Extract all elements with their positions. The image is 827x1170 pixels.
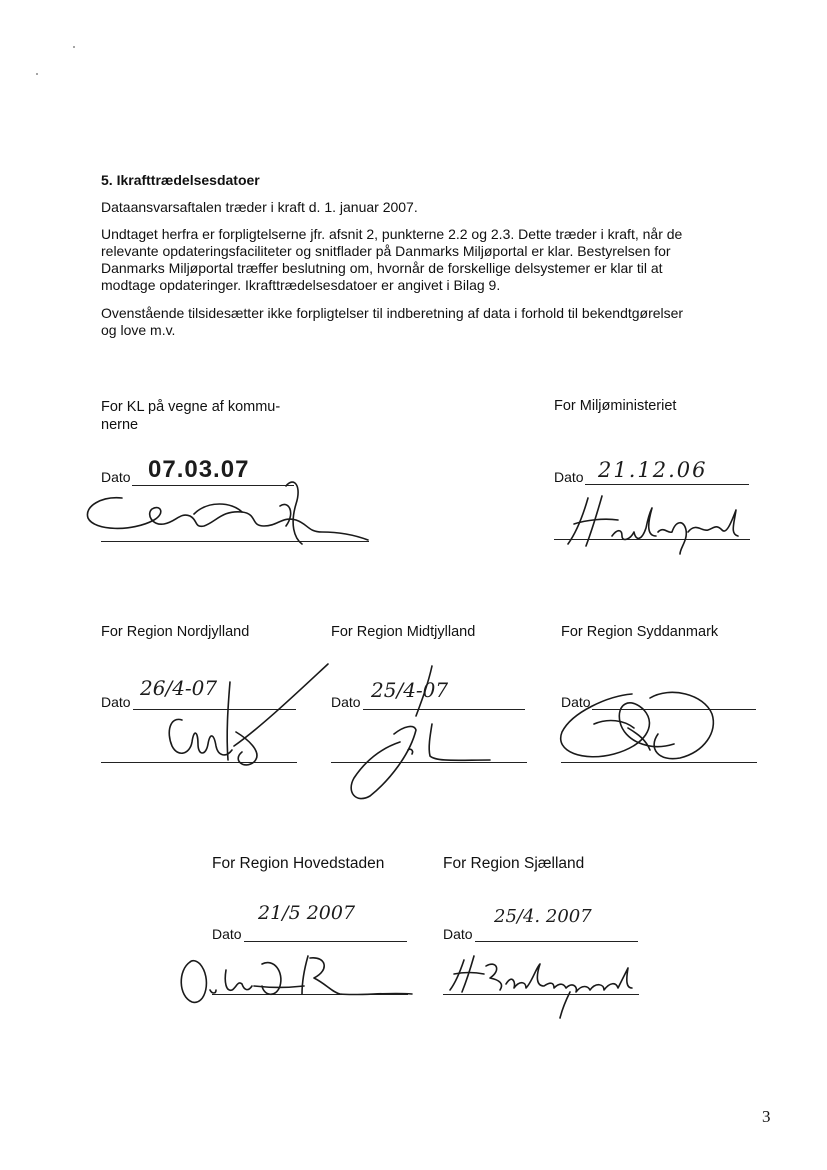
sjaelland-label: For Region Sjælland [443, 855, 585, 872]
kl-signature [82, 476, 372, 548]
midtjylland-signature [340, 664, 530, 804]
midtjylland-date-handwritten: 25/4-07 [371, 678, 449, 702]
paragraph-3-line: Ovenstående tilsidesætter ikke forpligtelser til indberetning af data i forhold til bekendtgørelser [101, 305, 684, 321]
scan-speck [36, 73, 38, 75]
hovedstaden-date-handwritten: 21/5 2007 [258, 902, 356, 924]
midtjylland-label: For Region Midtjylland [331, 624, 476, 640]
paragraph-2-line: Danmarks Miljøportal træffer beslutning om, hvornår de forskellige delsystemer er klar til at [101, 260, 663, 276]
hovedstaden-label: For Region Hovedstaden [212, 855, 385, 872]
kl-label [101, 398, 280, 434]
hovedstaden-dato-label: Dato [212, 926, 242, 942]
kl-date-handwritten: 07.03.07 [148, 456, 250, 483]
miljo-label: For Miljøministeriet [554, 398, 677, 414]
kl-label-line: nerne [101, 417, 139, 433]
nordjylland-date-handwritten: 26/4-07 [140, 676, 218, 700]
miljo-signature [560, 490, 760, 560]
sjaelland-dato-label: Dato [443, 926, 473, 942]
paragraph-2-line: relevante opdateringsfaciliteter og snitflader på Danmarks Miljøportal er klar. Bestyrelsen for [101, 243, 671, 259]
sjaelland-date-line [475, 941, 638, 942]
sjaelland-date-handwritten: 25/4. 2007 [494, 906, 592, 927]
syddanmark-signature [554, 678, 724, 768]
midtjylland-dato-label: Dato [331, 694, 361, 710]
paragraph-2-line: modtage opdateringer. Ikrafttrædelsesdatoer er angivet i Bilag 9. [101, 277, 501, 293]
paragraph-3-line: og love m.v. [101, 322, 176, 338]
miljo-date-line [585, 484, 749, 485]
nordjylland-signature [150, 662, 340, 772]
kl-dato-label: Dato [101, 469, 131, 485]
kl-label-line: For KL på vegne af kommu- [101, 399, 281, 415]
section-heading: 5. Ikrafttrædelsesdatoer [101, 172, 260, 188]
paragraph-2-line: Undtaget herfra er forpligtelserne jfr. afsnit 2, punkterne 2.2 og 2.3. Dette træder i kraft, når de [101, 226, 683, 242]
syddanmark-dato-label: Dato [561, 694, 591, 710]
miljo-dato-label: Dato [554, 469, 584, 485]
scan-speck [73, 46, 75, 48]
sjaelland-signature [446, 952, 646, 1022]
paragraph-1: Dataansvarsaftalen træder i kraft d. 1. januar 2007. [101, 199, 418, 215]
paragraph-2 [101, 226, 791, 294]
hovedstaden-signature [176, 950, 416, 1010]
page-number: 3 [762, 1107, 771, 1126]
miljo-date-handwritten: 21.12.06 [598, 458, 708, 482]
hovedstaden-date-line [244, 941, 407, 942]
nordjylland-label: For Region Nordjylland [101, 624, 250, 640]
nordjylland-dato-label: Dato [101, 694, 131, 710]
syddanmark-label: For Region Syddanmark [561, 624, 719, 640]
paragraph-3 [101, 305, 791, 339]
